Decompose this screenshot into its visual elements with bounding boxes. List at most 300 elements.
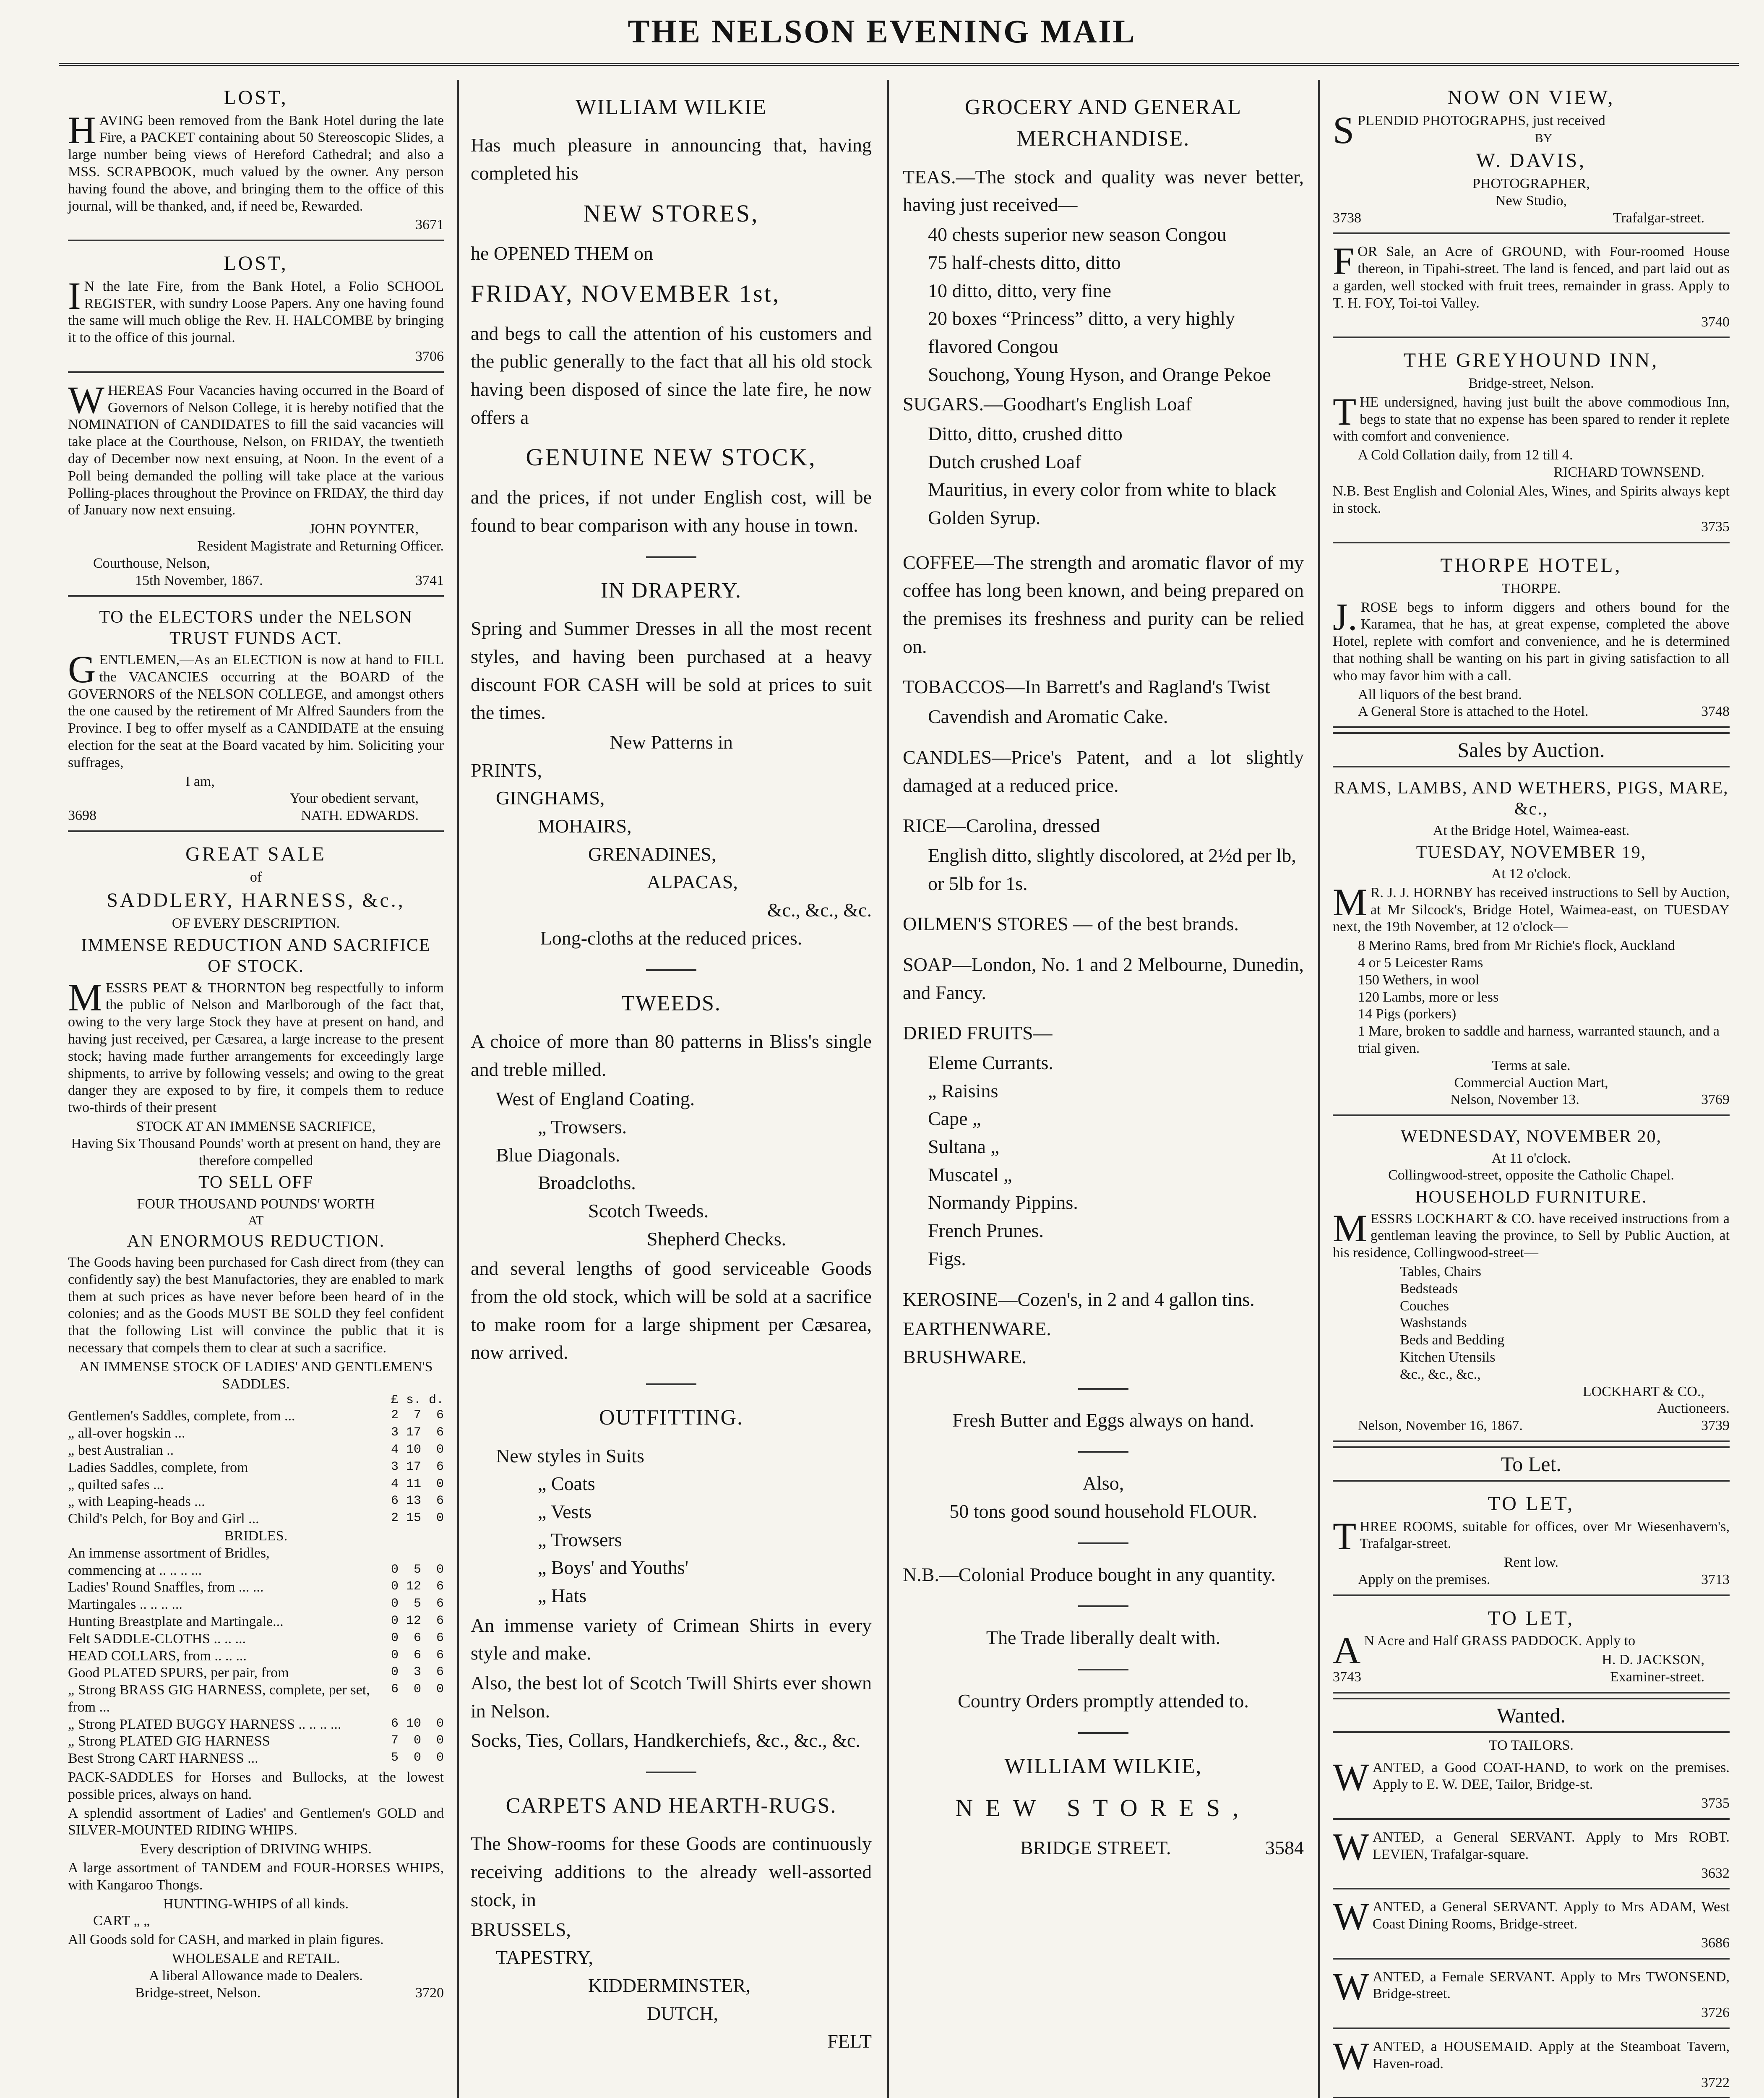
sale-sell-off: TO SELL OFF bbox=[198, 1173, 314, 1193]
earthenware: EARTHENWARE. bbox=[903, 1318, 1051, 1340]
ad-body: WANTED, a General SERVANT. Apply to Mrs ADAM, West Coast Dining Rooms, Bridge-street. bbox=[1333, 1895, 1730, 1938]
list-item: English ditto, slightly discolored, at 2½d per lb, or 5lb for 1s. bbox=[928, 844, 1296, 894]
photographer-name: W. DAVIS, bbox=[1476, 149, 1587, 172]
sale-body-2: The Goods having been purchased for Cash direct from (they can confidently say) the best Manufactories, they are enabled to mark them at such prices as have never before been heard of in the colonies; and as the Goods MUST BE SOLD they feel confident that the following List will convince the public that it is necessary that compels them to clear at such a sacrifice. bbox=[68, 1254, 444, 1356]
auction-terms: Terms at sale. bbox=[1492, 1057, 1571, 1073]
price-value: 2 15 0 bbox=[391, 1511, 444, 1526]
price-item: commencing at .. .. .. ... bbox=[68, 1562, 202, 1578]
list-item: 40 chests superior new season Congou bbox=[928, 224, 1227, 245]
ad-number: 3735 bbox=[1701, 1795, 1730, 1811]
ad-number: 3671 bbox=[415, 217, 444, 233]
price-item: „ all-over hogskin ... bbox=[68, 1425, 185, 1441]
price-value: 0 5 6 bbox=[391, 1597, 444, 1611]
list-item: BRUSSELS, bbox=[471, 1918, 571, 1940]
masthead: THE NELSON EVENING MAIL bbox=[628, 13, 1136, 50]
new-styles: New styles in Suits bbox=[496, 1445, 644, 1467]
rice-list bbox=[903, 842, 1304, 898]
ad-number: 3686 bbox=[1701, 1935, 1730, 1951]
column-1 bbox=[59, 80, 453, 2098]
list-item: Blue Diagonals. bbox=[496, 1144, 620, 1166]
price-item: „ Strong BRASS GIG HARNESS, complete, per set, from ... bbox=[68, 1682, 370, 1715]
section-heading-to-let: To Let. bbox=[1333, 1446, 1730, 1482]
coffee-text: COFFEE—The strength and aromatic flavor of my coffee has long been known, and being prepared on the premises its freshness and purity can be relied on. bbox=[903, 551, 1304, 657]
column-2 bbox=[461, 80, 881, 2098]
list-item: Eleme Currants. bbox=[928, 1052, 1053, 1074]
dried-fruits-text: DRIED FRUITS— bbox=[903, 1022, 1053, 1044]
college-vacancies-notice bbox=[68, 377, 444, 597]
ad-body: WANTED, a General SERVANT. Apply to Mrs ROBT. LEVIEN, Trafalgar-square. bbox=[1333, 1825, 1730, 1868]
price-value: 0 5 0 bbox=[391, 1562, 444, 1577]
list-item: Tables, Chairs bbox=[1400, 1263, 1482, 1279]
tailors-heading: TO TAILORS. bbox=[1489, 1737, 1574, 1753]
price-value: 4 10 0 bbox=[391, 1442, 444, 1457]
list-item: „ Vests bbox=[538, 1500, 592, 1522]
price-row bbox=[68, 1733, 444, 1750]
price-item: Child's Pelch, for Boy and Girl ... bbox=[68, 1511, 259, 1527]
grocery-heading: GROCERY AND GENERAL MERCHANDISE. bbox=[964, 95, 1242, 151]
socks-text: Socks, Ties, Collars, Handkerchiefs, &c., &c., &c. bbox=[471, 1730, 860, 1751]
price-item: Gentlemen's Saddles, complete, from ... bbox=[68, 1408, 295, 1424]
brushware: BRUSHWARE. bbox=[903, 1346, 1027, 1367]
list-item: ALPACAS, bbox=[647, 871, 738, 893]
ad-number: 3632 bbox=[1701, 1865, 1730, 1881]
trade-text: The Trade liberally dealt with. bbox=[986, 1627, 1221, 1649]
ad-subheading: At the Bridge Hotel, Waimea-east. bbox=[1433, 822, 1630, 838]
list-item: 75 half-chests ditto, ditto bbox=[928, 251, 1121, 273]
ad-body: MESSRS LOCKHART & CO. have received instructions from a gentleman leaving the province, to Sell by Public Auction, at his residence, Collingwood-street— bbox=[1333, 1206, 1730, 1261]
ad-subheading: Bridge-street, Nelson. bbox=[1468, 375, 1594, 391]
list-item: &c., &c., &c. bbox=[767, 899, 872, 921]
ad-number: 3584 bbox=[1265, 1837, 1304, 1859]
country-text: Country Orders promptly attended to. bbox=[958, 1690, 1249, 1712]
wholesale: WHOLESALE and RETAIL. bbox=[172, 1951, 340, 1967]
tweed-list bbox=[471, 1085, 872, 1253]
price-row bbox=[68, 1716, 444, 1733]
list-item: „ Trowsers bbox=[538, 1529, 622, 1550]
wanted-ad bbox=[1333, 1894, 1730, 1959]
lost-register-ad bbox=[68, 245, 444, 373]
list-item: West of England Coating. bbox=[496, 1088, 695, 1110]
dealer-allowance: A liberal Allowance made to Dealers. bbox=[149, 1968, 363, 1983]
pack-saddles: PACK-SADDLES for Horses and Bullocks, at the lowest possible prices, always on hand. bbox=[68, 1769, 444, 1802]
list-item: GINGHAMS, bbox=[496, 787, 605, 809]
ad-heading: TO LET, bbox=[1488, 1492, 1575, 1515]
grocery-ad bbox=[903, 80, 1304, 1868]
list-item: 4 or 5 Leicester Rams bbox=[1358, 955, 1483, 971]
ad-number: 3720 bbox=[415, 1985, 444, 2001]
new-stores-footer: NEW STORES, bbox=[955, 1794, 1251, 1822]
list-item: French Prunes. bbox=[928, 1220, 1044, 1242]
ad-number: 3722 bbox=[1701, 2075, 1730, 2090]
separator bbox=[646, 1772, 696, 1773]
ad-number: 3706 bbox=[415, 348, 444, 364]
notice-role: Resident Magistrate and Returning Officer. bbox=[197, 538, 444, 554]
price-item: „ quilted safes ... bbox=[68, 1477, 164, 1493]
sale-heading: GREAT SALE bbox=[185, 843, 326, 866]
list-item: 14 Pigs (porkers) bbox=[1358, 1006, 1457, 1022]
price-value: 5 0 0 bbox=[391, 1751, 444, 1765]
wanted-ad bbox=[1333, 1754, 1730, 1820]
several-text: and several lengths of good serviceable Goods from the old stock, which will be sold at a sacrifice to make room for a large shipment per Cæsarea, now arrived. bbox=[471, 1258, 872, 1363]
ad-dateline: Nelson, November 16, 1867. bbox=[1358, 1418, 1523, 1434]
wanted-ad bbox=[1333, 1824, 1730, 1889]
separator bbox=[1078, 1669, 1128, 1670]
intro-text: Has much pleasure in announcing that, having completed his bbox=[471, 134, 872, 184]
price-value: 2 7 6 bbox=[391, 1408, 444, 1423]
ad-number: 3739 bbox=[1701, 1418, 1730, 1434]
greyhound-inn-ad bbox=[1333, 342, 1730, 543]
tandem-whips: A large assortment of TANDEM and FOUR-HORSES WHIPS, with Kangaroo Thongs. bbox=[68, 1860, 444, 1893]
price-value: 4 11 0 bbox=[391, 1477, 444, 1491]
driving-whips: Every description of DRIVING WHIPS. bbox=[140, 1841, 372, 1857]
by-text: BY bbox=[1535, 131, 1553, 146]
carpet-list bbox=[471, 1916, 872, 2056]
hunting-whips: HUNTING-WHIPS of all kinds. bbox=[163, 1896, 349, 1912]
column-4 bbox=[1324, 80, 1739, 2098]
column-divider bbox=[1318, 80, 1320, 2098]
price-row bbox=[68, 1425, 444, 1442]
sugar-list bbox=[903, 420, 1304, 532]
flour-text: 50 tons good sound household FLOUR. bbox=[949, 1500, 1257, 1522]
sale-enormous: AN ENORMOUS REDUCTION. bbox=[127, 1231, 385, 1251]
ad-number: 3698 bbox=[68, 808, 96, 824]
list-item: MOHAIRS, bbox=[538, 815, 632, 837]
notice-place: Courthouse, Nelson, bbox=[93, 555, 210, 571]
ad-number: 3738 bbox=[1333, 210, 1361, 226]
bridle-price-list bbox=[68, 1562, 444, 1768]
ad-signature: LOCKHART & CO., bbox=[1582, 1383, 1704, 1399]
price-value: 3 17 6 bbox=[391, 1459, 444, 1474]
price-row bbox=[68, 1665, 444, 1682]
ad-signature: H. D. JACKSON, bbox=[1602, 1652, 1704, 1668]
price-item: Ladies' Round Snaffles, from ... ... bbox=[68, 1579, 264, 1595]
ad-role: Auctioneers. bbox=[1657, 1401, 1730, 1417]
auction-date: WEDNESDAY, NOVEMBER 20, bbox=[1400, 1127, 1662, 1147]
photographs-ad bbox=[1333, 80, 1730, 234]
wilkie-drapery-ad bbox=[471, 80, 872, 2061]
ad-role: Examiner-street. bbox=[1610, 1669, 1704, 1685]
lost-packet-ad bbox=[68, 80, 444, 241]
bridles-heading: BRIDLES. bbox=[224, 1528, 288, 1544]
soap-text: SOAP—London, No. 1 and 2 Melbourne, Dunedin, and Fancy. bbox=[903, 953, 1304, 1003]
saddles-heading: AN IMMENSE STOCK OF LADIES' AND GENTLEMEN'S SADDLES. bbox=[79, 1359, 433, 1392]
notice-body: WHEREAS Four Vacancies having occurred in the Board of Governors of Nelson College, it is hereby notified that the NOMINATION of CANDIDATES to fill the said vacancies will take place at the Courthouse, Nelson, on FRIDAY, the twentieth day of December now next ensuing, at Noon. In the event of a Poll being demanded the polling will take place at the various Polling-places throughout the Province on FRIDAY, the third day of January now next ensuing. bbox=[68, 378, 444, 518]
merchant-name: WILLIAM WILKIE, bbox=[1004, 1754, 1202, 1778]
separator bbox=[646, 1383, 696, 1385]
ad-number: 3713 bbox=[1701, 1571, 1730, 1587]
price-value: 6 10 0 bbox=[391, 1716, 444, 1731]
kerosine-text: KEROSINE—Cozen's, in 2 and 4 gallon tins. bbox=[903, 1288, 1255, 1310]
list-item: 1 Mare, broken to saddle and harness, warranted staunch, and a trial given. bbox=[1358, 1023, 1720, 1057]
price-item: „ Strong PLATED GIG HARNESS bbox=[68, 1733, 270, 1749]
longcloths-text: Long-cloths at the reduced prices. bbox=[540, 927, 803, 949]
outfitting-heading: OUTFITTING. bbox=[599, 1406, 744, 1430]
list-item: &c., &c., &c., bbox=[1400, 1366, 1481, 1382]
price-row bbox=[68, 1596, 444, 1613]
auction-time: At 11 o'clock. bbox=[1491, 1150, 1571, 1166]
ad-heading: NOW ON VIEW, bbox=[1447, 86, 1615, 109]
separator bbox=[1078, 1542, 1128, 1544]
ad-heading: THE GREYHOUND INN, bbox=[1403, 349, 1659, 372]
tea-list bbox=[903, 221, 1304, 389]
list-item: Souchong, Young Hyson, and Orange Pekoe bbox=[928, 363, 1271, 385]
wanted-ads-list bbox=[1333, 1754, 1730, 2098]
price-row bbox=[68, 1408, 444, 1425]
furniture-list bbox=[1333, 1263, 1730, 1383]
dried-fruit-list bbox=[903, 1049, 1304, 1273]
drapery-heading: IN DRAPERY. bbox=[600, 578, 742, 603]
notice-yours: Your obedient servant, bbox=[289, 791, 419, 806]
tobaccos-text: TOBACCOS—In Barrett's and Ragland's Twist bbox=[903, 676, 1270, 698]
list-item: 150 Wethers, in wool bbox=[1358, 972, 1480, 988]
candles-text: CANDLES—Price's Patent, and a lot slightly damaged at a reduced price. bbox=[903, 746, 1304, 796]
notice-signature: JOHN POYNTER, bbox=[309, 521, 419, 537]
price-value: 0 6 6 bbox=[391, 1648, 444, 1662]
list-item: Muscatel „ bbox=[928, 1164, 1012, 1185]
notice-iam: I am, bbox=[185, 773, 215, 789]
merchant-name: WILLIAM WILKIE bbox=[576, 95, 767, 119]
price-item: Ladies Saddles, complete, from bbox=[68, 1459, 248, 1475]
list-item: FELT bbox=[827, 2030, 872, 2052]
list-item: Cavendish and Aromatic Cake. bbox=[928, 706, 1168, 728]
masthead-rule bbox=[59, 63, 1739, 66]
price-row bbox=[68, 1750, 444, 1767]
list-item: Dutch crushed Loaf bbox=[928, 451, 1081, 472]
section-heading-auction: Sales by Auction. bbox=[1333, 732, 1730, 767]
genuine-stock-heading: GENUINE NEW STOCK, bbox=[526, 444, 817, 471]
list-item: Mauritius, in every color from white to black bbox=[928, 479, 1277, 501]
list-item: Scotch Tweeds. bbox=[588, 1200, 709, 1222]
price-row bbox=[68, 1579, 444, 1596]
separator bbox=[646, 556, 696, 558]
list-item: Washstands bbox=[1400, 1315, 1467, 1331]
livestock-list bbox=[1333, 937, 1730, 1057]
separator bbox=[1078, 1451, 1128, 1453]
price-item: „ best Australian .. bbox=[68, 1442, 174, 1458]
notice-body: GENTLEMEN,—As an ELECTION is now at hand to FILL the VACANCIES occurring at the BOARD of the GOVERNORS of the NELSON COLLEGE, and amongst others the one caused by the retirement of Mr Alfred Saunders from the Province. I beg to offer myself as a CANDIDATE at the ensuing election for the seat at the Board vacated by him. Soliciting your suffrages, bbox=[68, 648, 444, 770]
ad-heading: HOUSEHOLD FURNITURE. bbox=[1415, 1187, 1647, 1207]
price-item: Felt SADDLE-CLOTHS .. .. ... bbox=[68, 1631, 246, 1647]
price-row bbox=[68, 1613, 444, 1631]
list-item: 20 boxes “Princess” ditto, a very highly flavored Congou bbox=[928, 308, 1235, 357]
column-3 bbox=[894, 80, 1313, 2098]
list-item: „ Boys' and Youths' bbox=[538, 1557, 689, 1579]
rent-text: Rent low. bbox=[1503, 1555, 1558, 1571]
price-value: 0 12 6 bbox=[391, 1613, 444, 1628]
carpets-heading: CARPETS AND HEARTH-RUGS. bbox=[505, 1794, 837, 1818]
list-item: „ Raisins bbox=[928, 1080, 998, 1101]
list-item: 8 Merino Rams, bred from Mr Richie's flock, Auckland bbox=[1358, 938, 1675, 954]
list-item: GRENADINES, bbox=[588, 843, 717, 865]
list-item: Kitchen Utensils bbox=[1400, 1349, 1496, 1365]
electors-notice bbox=[68, 601, 444, 832]
tobacco-list bbox=[903, 703, 1304, 731]
apply-text: Apply on the premises. bbox=[1358, 1571, 1490, 1587]
opening-date: FRIDAY, NOVEMBER 1st, bbox=[471, 279, 781, 307]
sale-body: MESSRS PEAT & THORNTON beg respectfully to inform the public of Nelson and Marlborough of the fact that, owing to the very large Stock they have at present on hand, and having just received, per Cæsarea, a large increase to the present stock; having made further arrangements for exceedingly large shipments, to arrive by following vessels; and owing to the great danger they are exposed to by fire, it compels them to reduce two-thirds of their present bbox=[68, 976, 444, 1116]
ad-heading: THORPE HOTEL, bbox=[1440, 554, 1622, 577]
price-row bbox=[68, 1459, 444, 1477]
ad-body: THREE ROOMS, suitable for offices, over Mr Wiesenhavern's, Trafalgar-street. bbox=[1333, 1514, 1730, 1558]
ad-heading: RAMS, LAMBS, AND WETHERS, PIGS, MARE, &c., bbox=[1334, 778, 1729, 819]
sale-of: of bbox=[250, 869, 262, 885]
also-text: Also, bbox=[1082, 1472, 1124, 1494]
price-value: 0 6 6 bbox=[391, 1631, 444, 1645]
ad-dateline: Nelson, November 13. bbox=[1450, 1092, 1579, 1108]
studio-text: New Studio, bbox=[1496, 193, 1567, 209]
tweeds-choice: A choice of more than 80 patterns in Bliss's single and treble milled. bbox=[471, 1030, 872, 1080]
general-store-text: A General Store is attached to the Hotel. bbox=[1358, 704, 1589, 720]
list-item: Beds and Bedding bbox=[1400, 1332, 1505, 1348]
ad-number: 3740 bbox=[1701, 314, 1730, 330]
ad-body: FOR Sale, an Acre of GROUND, with Four-roomed House thereon, in Tipahi-street. The land is fenced, and part laid out as a garden, well stocked with fruit trees, remainder in grass. Apply to T. H. FOY, Toi-toi Valley. bbox=[1333, 240, 1730, 311]
price-row bbox=[68, 1562, 444, 1579]
photographer-title: PHOTOGRAPHER, bbox=[1472, 175, 1590, 191]
ad-number: 3741 bbox=[415, 572, 444, 588]
liquors-text: All liquors of the best brand. bbox=[1358, 686, 1522, 702]
auction-mart: Commercial Auction Mart, bbox=[1454, 1075, 1608, 1091]
riding-whips: A splendid assortment of Ladies' and Gentlemen's GOLD and SILVER-MOUNTED RIDING WHIPS. bbox=[68, 1805, 444, 1838]
auction-place: Collingwood-street, opposite the Catholic Chapel. bbox=[1388, 1167, 1674, 1183]
ad-number: 3735 bbox=[1701, 519, 1730, 535]
sale-heading-4: IMMENSE REDUCTION AND SACRIFICE OF STOCK. bbox=[81, 935, 431, 976]
separator bbox=[1078, 1732, 1128, 1734]
rice-text: RICE—Carolina, dressed bbox=[903, 815, 1100, 837]
prints-list bbox=[471, 757, 872, 924]
new-stores-heading: NEW STORES, bbox=[583, 199, 759, 227]
cold-collation: A Cold Collation daily, from 12 till 4. bbox=[1358, 447, 1573, 463]
list-item: Couches bbox=[1400, 1298, 1449, 1314]
price-item: Best Strong CART HARNESS ... bbox=[68, 1751, 258, 1767]
list-item: „ Coats bbox=[538, 1473, 595, 1495]
list-item: „ Trowsers. bbox=[538, 1116, 627, 1138]
sale-address: Bridge-street, Nelson. bbox=[135, 1985, 261, 2001]
sugars-text: SUGARS.—Goodhart's English Loaf bbox=[903, 393, 1192, 415]
column-divider bbox=[457, 80, 459, 2098]
list-item: PRINTS, bbox=[471, 759, 542, 781]
section-heading-wanted: Wanted. bbox=[1333, 1698, 1730, 1733]
list-item: Normandy Pippins. bbox=[928, 1192, 1078, 1213]
list-item: Broadcloths. bbox=[538, 1172, 636, 1194]
teas-text: TEAS.—The stock and quality was never better, having just received— bbox=[903, 166, 1304, 216]
ad-heading: TO LET, bbox=[1488, 1607, 1575, 1629]
list-item: Ditto, ditto, crushed ditto bbox=[928, 423, 1123, 444]
price-item: Good PLATED SPURS, per pair, from bbox=[68, 1665, 289, 1681]
ad-number: 3748 bbox=[1701, 704, 1730, 720]
price-item: „ with Leaping-heads ... bbox=[68, 1494, 205, 1510]
ad-body: AN Acre and Half GRASS PADDOCK. Apply to bbox=[1333, 1629, 1636, 1672]
sale-four: FOUR THOUSAND POUNDS' WORTH bbox=[137, 1196, 375, 1212]
spring-text: Spring and Summer Dresses in all the most recent styles, and having been purchased at a heavy discount FOR CASH will be sold at prices to suit the times. bbox=[471, 618, 872, 723]
ad-body: SPLENDID PHOTOGRAPHS, just received bbox=[1333, 108, 1605, 151]
price-row bbox=[68, 1493, 444, 1511]
sale-having: Having Six Thousand Pounds' worth at present on hand, they are therefore compelled bbox=[71, 1135, 441, 1169]
opened-text: he OPENED THEM on bbox=[471, 242, 653, 264]
ad-body: J.ROSE begs to inform diggers and others bound for the Karamea, that he has, at great expense, completed the above Hotel, replete with comfort and convenience, and he is determined that nothing shall be wanting on his part in giving satisfaction to all who may favor him with a call. bbox=[1333, 595, 1730, 684]
sale-stock: STOCK AT AN IMMENSE SACRIFICE, bbox=[136, 1119, 376, 1134]
lsd-header: £ s. d. bbox=[391, 1393, 444, 1408]
oilmen-text: OILMEN'S STORES — of the best brands. bbox=[903, 913, 1239, 935]
wanted-ad bbox=[1333, 1964, 1730, 2029]
ad-nb: N.B. Best English and Colonial Ales, Wines, and Spirits always kept in stock. bbox=[1333, 483, 1730, 516]
patterns-text: New Patterns in bbox=[610, 731, 733, 753]
price-item: Martingales .. .. .. ... bbox=[68, 1597, 182, 1613]
ad-heading: LOST, bbox=[224, 252, 288, 275]
to-let-rooms-ad bbox=[1333, 1486, 1730, 1596]
thorpe-hotel-ad bbox=[1333, 548, 1730, 728]
list-item: Cape „ bbox=[928, 1108, 981, 1130]
to-let-paddock-ad bbox=[1333, 1600, 1730, 1694]
rams-auction-ad bbox=[1333, 772, 1730, 1116]
ad-body: THE undersigned, having just built the above commodious Inn, begs to state that no expense has been spared to render it replete with comfort and convenience. bbox=[1333, 390, 1730, 444]
price-row bbox=[68, 1631, 444, 1648]
price-item: „ Strong PLATED BUGGY HARNESS .. .. .. ... bbox=[68, 1716, 341, 1732]
separator bbox=[646, 969, 696, 971]
ad-body: HAVING been removed from the Bank Hotel during the late Fire, a PACKET containing about 50 Stereoscopic Slides, a large number being views of Hereford Cathedral; and also a MSS. SCRAPBOOK, much valued by the owner. Any person having found the above, and bringing them to the office of this journal, will be thanked, and, if need be, Rewarded. bbox=[68, 108, 444, 214]
price-item: Hunting Breastplate and Martingale... bbox=[68, 1613, 284, 1629]
ad-heading: LOST, bbox=[224, 86, 288, 109]
price-value: 0 3 6 bbox=[391, 1665, 444, 1680]
ad-body: IN the late Fire, from the Bank Hotel, a Folio SCHOOL REGISTER, with sundry Loose Papers. Any one having found the same will much oblige the Rev. H. HALCOMBE by bringing it to the office of this journal. bbox=[68, 274, 444, 346]
price-row bbox=[68, 1477, 444, 1494]
list-item: DUTCH, bbox=[647, 2002, 718, 2024]
cart-whips: CART „ „ bbox=[93, 1913, 150, 1929]
price-row bbox=[68, 1511, 444, 1528]
list-item: Sultana „ bbox=[928, 1136, 999, 1158]
price-value: 7 0 0 bbox=[391, 1733, 444, 1748]
price-value: 6 13 6 bbox=[391, 1494, 444, 1508]
list-item: KIDDERMINSTER, bbox=[588, 1974, 751, 1996]
produce-nb: N.B.—Colonial Produce bought in any quantity. bbox=[903, 1563, 1276, 1585]
for-sale-ad bbox=[1333, 238, 1730, 338]
prices-text: and the prices, if not under English cost, will be found to bear comparison with any house in town. bbox=[471, 486, 872, 536]
price-row bbox=[68, 1682, 444, 1716]
auction-date: TUESDAY, NOVEMBER 19, bbox=[1416, 843, 1647, 862]
ad-signature: RICHARD TOWNSEND. bbox=[1553, 464, 1704, 480]
furniture-auction-ad bbox=[1333, 1120, 1730, 1442]
sale-heading-2: SADDLERY, HARNESS, &c., bbox=[107, 889, 405, 912]
ad-number: 3769 bbox=[1701, 1092, 1730, 1108]
ad-subheading: THORPE. bbox=[1501, 580, 1561, 596]
ad-body: WANTED, a Good COAT-HAND, to work on the premises. Apply to E. W. DEE, Tailor, Bridge-st. bbox=[1333, 1755, 1730, 1798]
list-item: TAPESTRY, bbox=[496, 1947, 593, 1968]
begs-text: and begs to call the attention of his customers and the public generally to the fact that all his old stock having been disposed of since the late fire, he now offers a bbox=[471, 322, 872, 428]
list-item: Shepherd Checks. bbox=[647, 1228, 787, 1250]
saddlery-sale-ad bbox=[68, 836, 444, 2007]
saddle-price-list bbox=[68, 1408, 444, 1528]
separator bbox=[1078, 1388, 1128, 1390]
separator bbox=[1078, 1605, 1128, 1607]
column-divider bbox=[887, 80, 889, 2098]
butter-text: Fresh Butter and Eggs always on hand. bbox=[952, 1409, 1254, 1431]
price-item: HEAD COLLARS, from .. .. ... bbox=[68, 1648, 247, 1664]
ad-body: MR. J. J. HORNBY has received instructions to Sell by Auction, at Mr Silcock's, Bridge Hotel, Waimea-east, on TUESDAY next, the 19th November, at 12 o'clock— bbox=[1333, 880, 1730, 935]
ad-number: 3726 bbox=[1701, 2005, 1730, 2021]
notice-date: 15th November, 1867. bbox=[135, 572, 263, 588]
outfit-list bbox=[471, 1470, 872, 1610]
tweeds-heading: TWEEDS. bbox=[621, 991, 721, 1015]
price-row bbox=[68, 1648, 444, 1665]
list-item: „ Hats bbox=[538, 1584, 587, 1606]
list-item: 10 ditto, ditto, very fine bbox=[928, 279, 1111, 301]
notice-signature: NATH. EDWARDS. bbox=[301, 808, 419, 824]
list-item: 120 Lambs, more or less bbox=[1358, 989, 1499, 1005]
price-row bbox=[68, 1442, 444, 1459]
sale-heading-3: OF EVERY DESCRIPTION. bbox=[172, 916, 340, 932]
studio-street: Trafalgar-street. bbox=[1613, 210, 1704, 226]
ad-body: WANTED, a HOUSEMAID. Apply at the Steamboat Tavern, Haven-road. bbox=[1333, 2035, 1730, 2078]
list-item: Golden Syrup. bbox=[928, 507, 1041, 529]
